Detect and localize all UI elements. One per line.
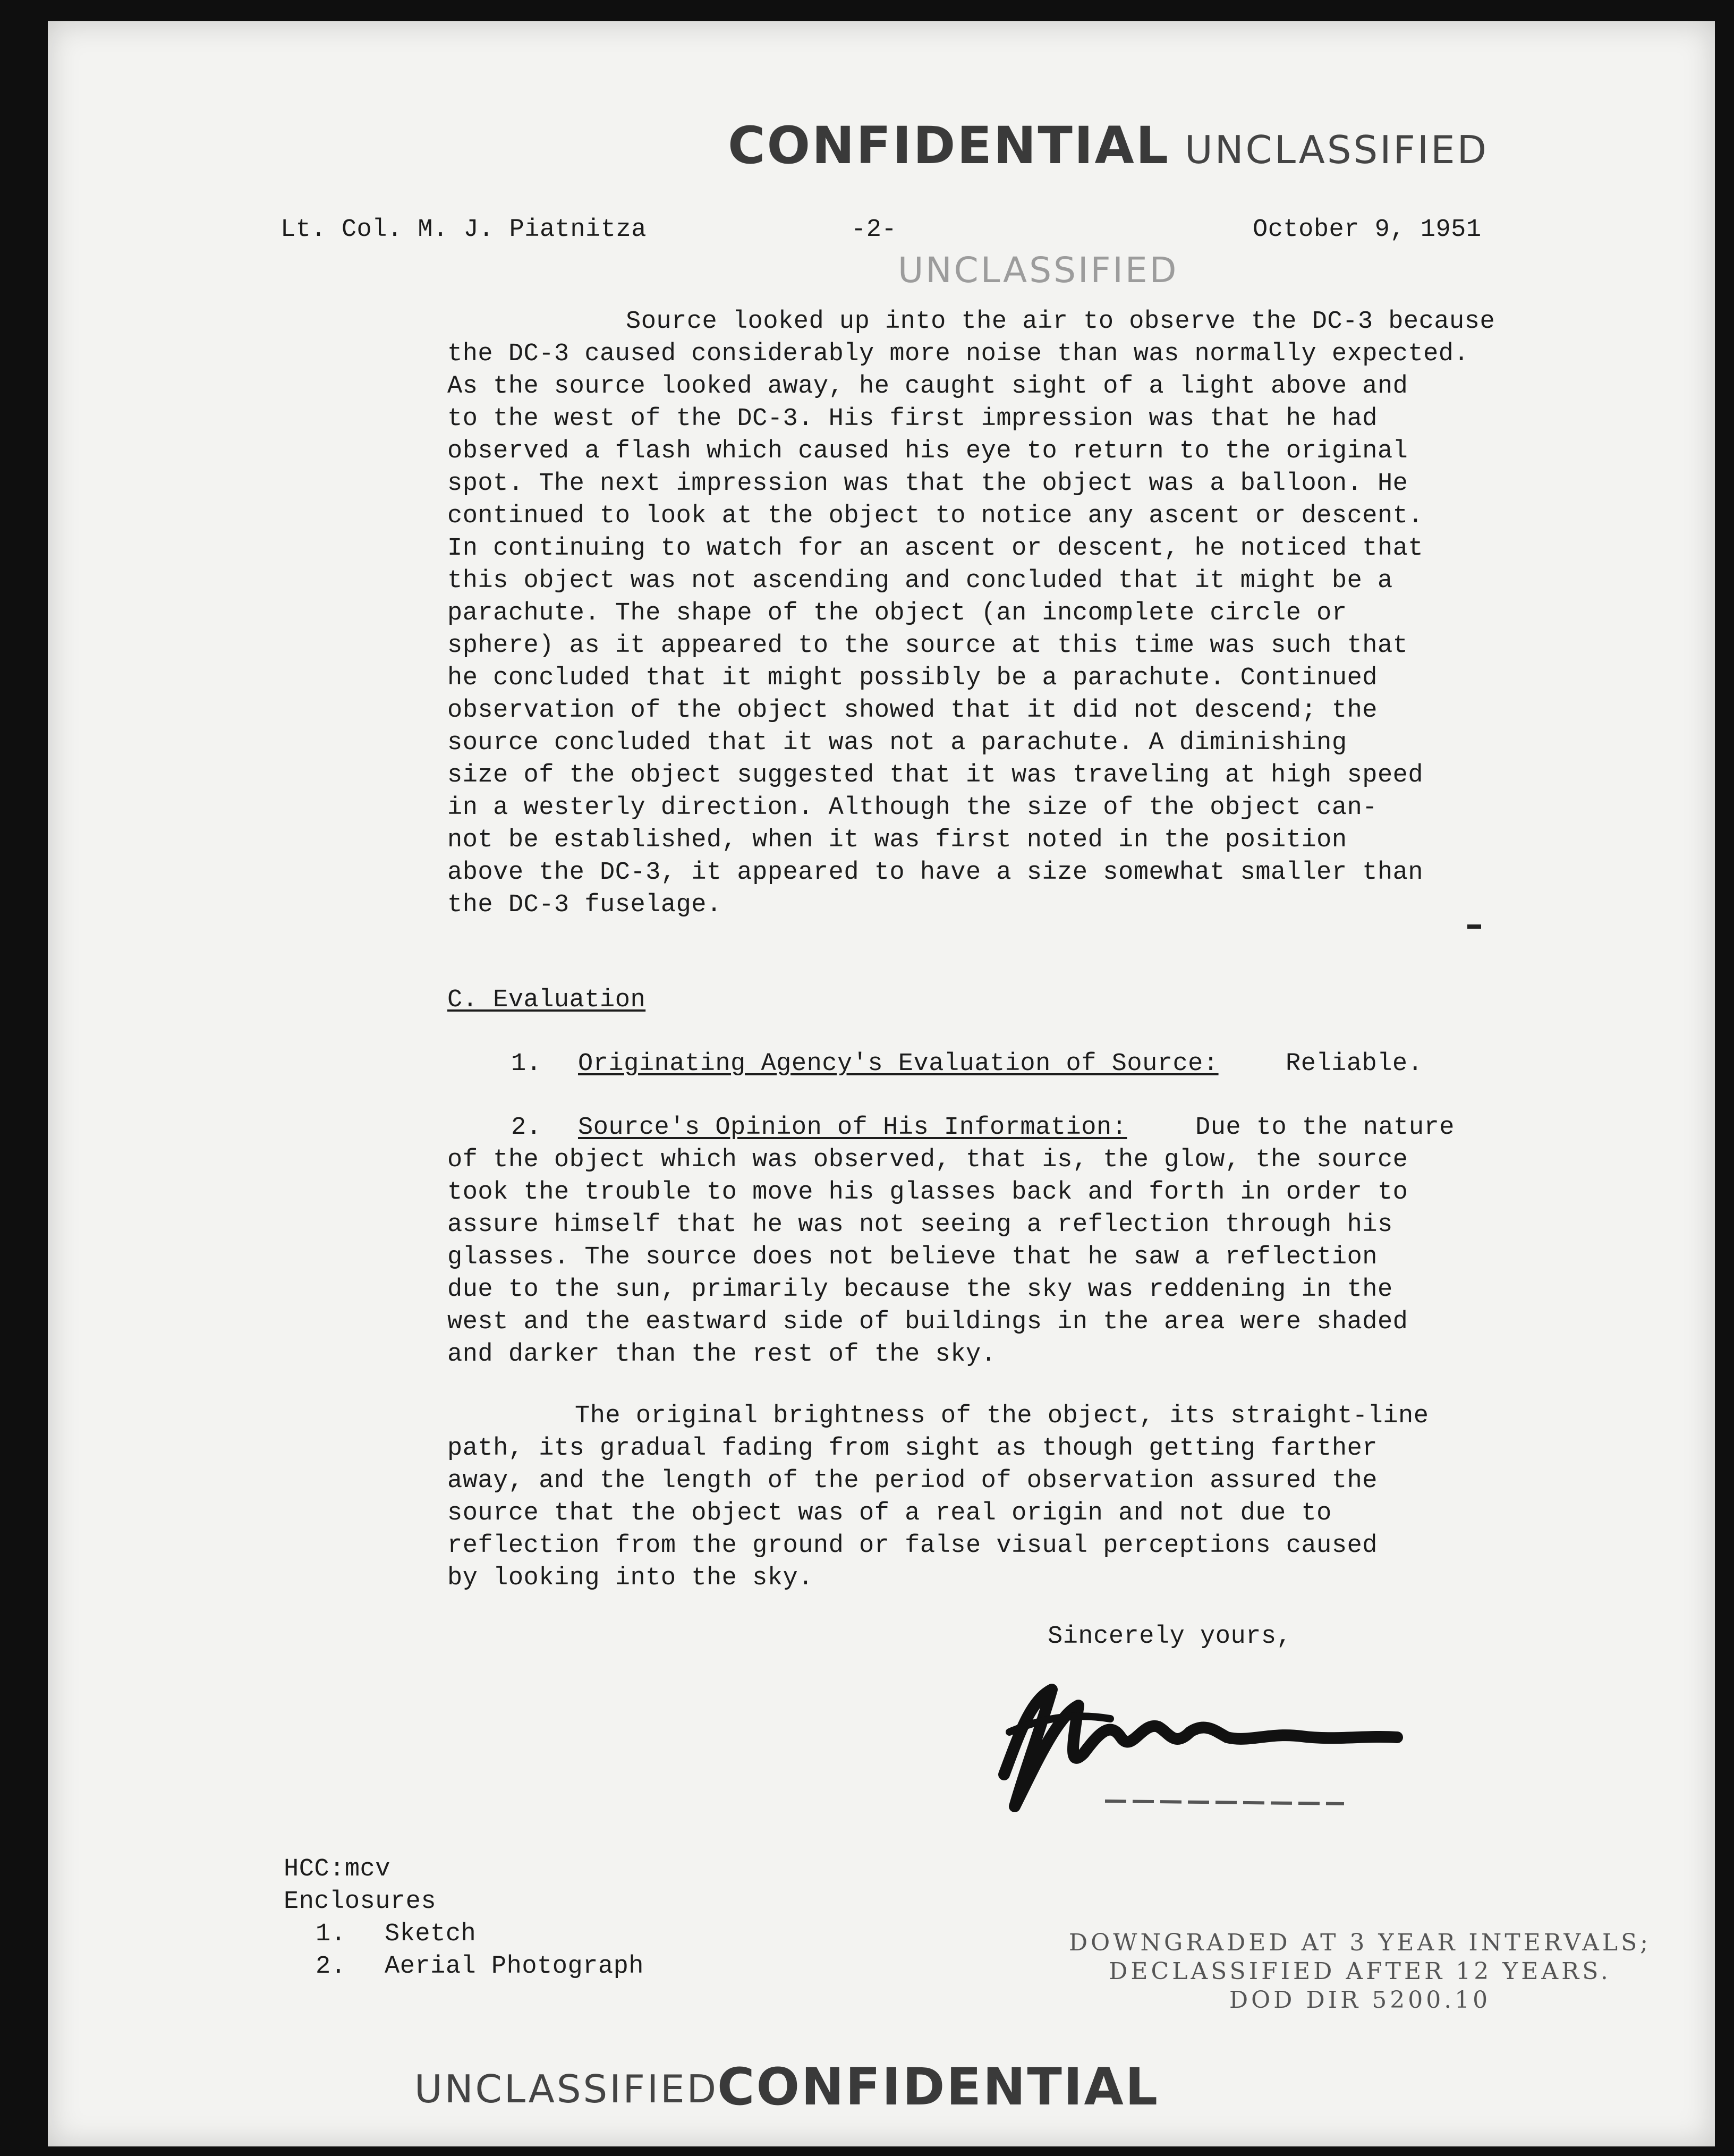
text-line: to the west of the DC-3. His first impression was that he had bbox=[447, 405, 1378, 433]
recipient-name: Lt. Col. M. J. Piatnitza bbox=[280, 216, 647, 244]
page-number: -2- bbox=[851, 216, 897, 244]
text-line: spot. The next impression was that the object was a balloon. He bbox=[447, 470, 1408, 498]
text-line: in a westerly direction. Although the size of the object can- bbox=[447, 794, 1378, 822]
item1-number: 1. bbox=[511, 1050, 542, 1078]
typist-initials: HCC:mcv bbox=[284, 1855, 390, 1883]
text-line: by looking into the sky. bbox=[447, 1564, 813, 1592]
document-page bbox=[48, 21, 1715, 2146]
signature-image bbox=[972, 1668, 1450, 1828]
enclosure-number: 1. bbox=[316, 1920, 346, 1948]
text-line: path, its gradual fading from sight as though getting farther bbox=[447, 1434, 1378, 1463]
text-line: The original brightness of the object, its straight-line bbox=[575, 1402, 1429, 1430]
downgrade-line: DECLASSIFIED AFTER 12 YEARS. bbox=[1109, 1958, 1611, 1985]
text-line: parachute. The shape of the object (an incomplete circle or bbox=[447, 599, 1347, 627]
text-line: took the trouble to move his glasses back and forth in order to bbox=[447, 1178, 1408, 1207]
section-c-heading: C. Evaluation bbox=[447, 986, 646, 1014]
text-line: sphere) as it appeared to the source at this time was such that bbox=[447, 632, 1408, 660]
text-line: Source looked up into the air to observe the DC-3 because bbox=[626, 308, 1495, 336]
downgrade-line: DOD DIR 5200.10 bbox=[1229, 1987, 1491, 2014]
downgrade-line: DOWNGRADED AT 3 YEAR INTERVALS; bbox=[1068, 1929, 1652, 1956]
unclassified-stamp-sub: UNCLASSIFIED bbox=[898, 250, 1179, 291]
text-line: assure himself that he was not seeing a reflection through his bbox=[447, 1211, 1393, 1239]
enclosure-label: Sketch bbox=[385, 1920, 477, 1948]
text-line: observed a flash which caused his eye to return to the original bbox=[447, 437, 1408, 465]
item1-value: Reliable. bbox=[1286, 1050, 1423, 1078]
text-line: and darker than the rest of the sky. bbox=[447, 1340, 997, 1369]
enclosure-number: 2. bbox=[316, 1953, 346, 1981]
text-line: continued to look at the object to notice any ascent or descent. bbox=[447, 502, 1424, 530]
confidential-stamp-top: CONFIDENTIAL bbox=[728, 116, 1170, 175]
unclassified-stamp-bottom: UNCLASSIFIED bbox=[414, 2067, 719, 2111]
item2-first-line-rest: Due to the nature bbox=[1195, 1114, 1455, 1142]
enclosures-label: Enclosures bbox=[284, 1888, 437, 1916]
text-line: due to the sun, primarily because the sky was reddening in the bbox=[447, 1276, 1393, 1304]
enclosure-label: Aerial Photograph bbox=[385, 1953, 644, 1981]
unclassified-stamp-top: UNCLASSIFIED bbox=[1185, 128, 1489, 172]
downgrade-stamp bbox=[1041, 1929, 1679, 2015]
text-line: west and the eastward side of buildings in the area were shaded bbox=[447, 1308, 1408, 1336]
text-line: not be established, when it was first noted in the position bbox=[447, 826, 1347, 854]
text-line: above the DC-3, it appeared to have a size somewhat smaller than bbox=[447, 859, 1424, 887]
text-line: As the source looked away, he caught sight of a light above and bbox=[447, 372, 1408, 401]
text-line: the DC-3 fuselage. bbox=[447, 891, 722, 919]
text-line: of the object which was observed, that is, the glow, the source bbox=[447, 1146, 1408, 1174]
paragraph-conclusion bbox=[447, 1400, 1616, 1602]
text-line: size of the object suggested that it was traveling at high speed bbox=[447, 761, 1424, 790]
text-line: source concluded that it was not a parachute. A diminishing bbox=[447, 729, 1347, 757]
text-line: he concluded that it might possibly be a parachute. Continued bbox=[447, 664, 1378, 692]
text-line: the DC-3 caused considerably more noise than was normally expected. bbox=[447, 340, 1469, 368]
text-line: observation of the object showed that it did not descend; the bbox=[447, 697, 1378, 725]
letter-date: October 9, 1951 bbox=[1253, 216, 1482, 244]
text-line: away, and the length of the period of observation assured the bbox=[447, 1467, 1378, 1495]
item1-label: Originating Agency's Evaluation of Source: bbox=[578, 1050, 1219, 1078]
text-line: In continuing to watch for an ascent or descent, he noticed that bbox=[447, 534, 1424, 563]
text-line: source that the object was of a real origin and not due to bbox=[447, 1499, 1332, 1527]
text-line: reflection from the ground or false visual perceptions caused bbox=[447, 1532, 1378, 1560]
item2-label: Source's Opinion of His Information: bbox=[578, 1114, 1127, 1142]
ink-mark bbox=[1467, 924, 1481, 929]
confidential-stamp-bottom: CONFIDENTIAL bbox=[717, 2057, 1159, 2117]
text-line: this object was not ascending and concluded that it might be a bbox=[447, 567, 1393, 595]
paragraph-observation bbox=[447, 305, 1616, 943]
text-line: glasses. The source does not believe that he saw a reflection bbox=[447, 1243, 1378, 1271]
item2-number: 2. bbox=[511, 1114, 542, 1142]
paragraph-source-opinion bbox=[447, 1144, 1616, 1378]
valediction: Sincerely yours, bbox=[1048, 1623, 1292, 1651]
